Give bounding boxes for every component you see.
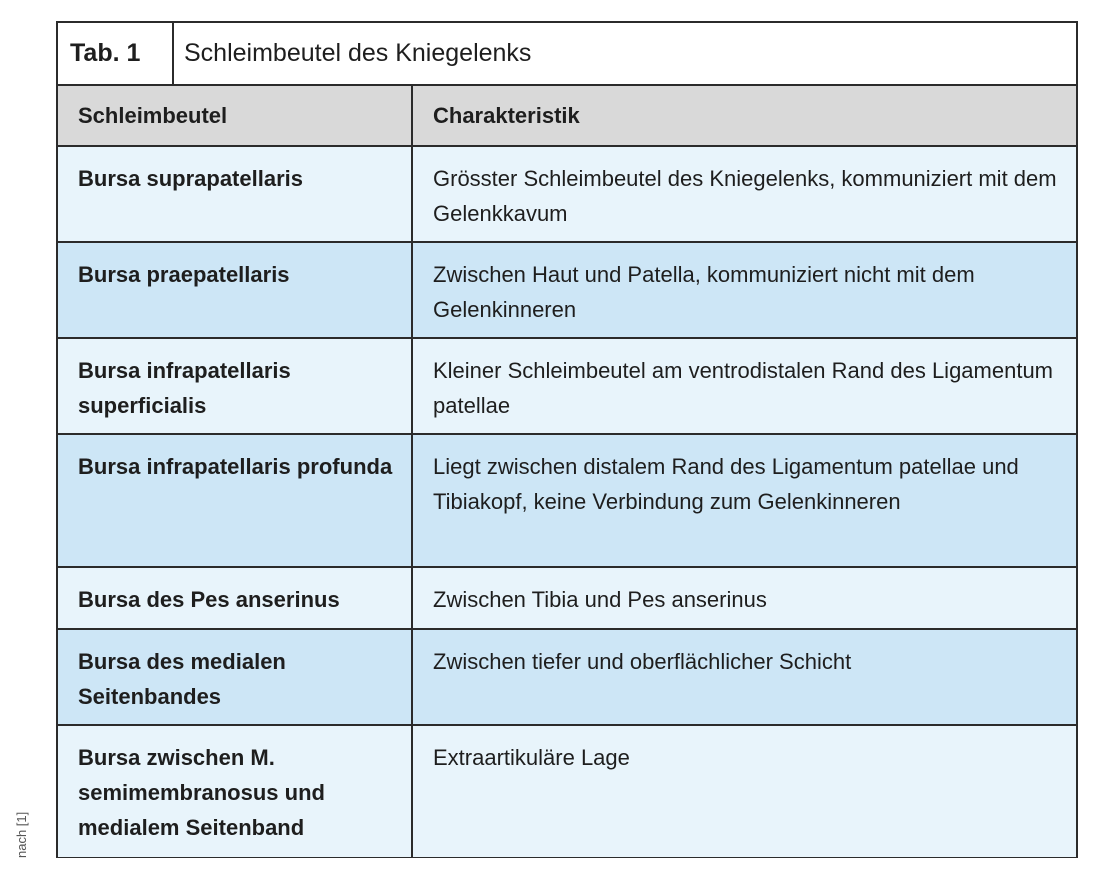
table-row <box>58 568 1076 630</box>
row-description-cell: Extraartikuläre Lage <box>433 745 630 770</box>
table-row <box>58 630 1076 726</box>
column-header-schleimbeutel: Schleimbeutel <box>58 86 413 145</box>
column-header-charakteristik: Charakteristik <box>433 103 580 128</box>
table-number: Tab. 1 <box>58 23 174 84</box>
table-row <box>58 339 1076 435</box>
row-name-cell: Bursa suprapatellaris <box>58 147 413 241</box>
row-name-cell: Bursa des Pes anserinus <box>58 568 413 628</box>
row-name-cell: Bursa infrapatellaris profunda <box>58 435 413 566</box>
table-title: Schleimbeutel des Kniegelenks <box>184 39 532 67</box>
table-title-row <box>58 23 1076 86</box>
table-row <box>58 726 1076 857</box>
row-name-cell: Bursa praepatellaris <box>58 243 413 337</box>
source-note: nach [1] <box>14 811 29 858</box>
table-frame <box>56 21 1078 858</box>
row-description-cell: Kleiner Schleimbeutel am ventrodistalen Rand des Ligamentum patellae <box>433 358 1054 418</box>
table-header-row <box>58 86 1076 147</box>
row-description-cell: Grösster Schleimbeutel des Kniegelenks, kommuniziert mit dem Gelenkkavum <box>433 166 1057 226</box>
table-row <box>58 243 1076 339</box>
row-description-cell: Liegt zwischen distalem Rand des Ligamentum patellae und Tibiakopf, keine Verbindung zum Gelenkinneren <box>433 454 1019 514</box>
row-name-cell: Bursa des medialen Seitenbandes <box>58 630 413 724</box>
row-description-cell: Zwischen tiefer und oberflächlicher Schicht <box>433 649 852 674</box>
row-description-cell: Zwischen Tibia und Pes anserinus <box>433 587 767 612</box>
row-name-cell: Bursa zwischen M. semimembranosus und medialem Seitenband <box>58 726 413 857</box>
table-row <box>58 435 1076 568</box>
table-row <box>58 147 1076 243</box>
row-description-cell: Zwischen Haut und Patella, kommuniziert nicht mit dem Gelenkinneren <box>433 262 975 322</box>
row-name-cell: Bursa infrapatellaris superficialis <box>58 339 413 433</box>
